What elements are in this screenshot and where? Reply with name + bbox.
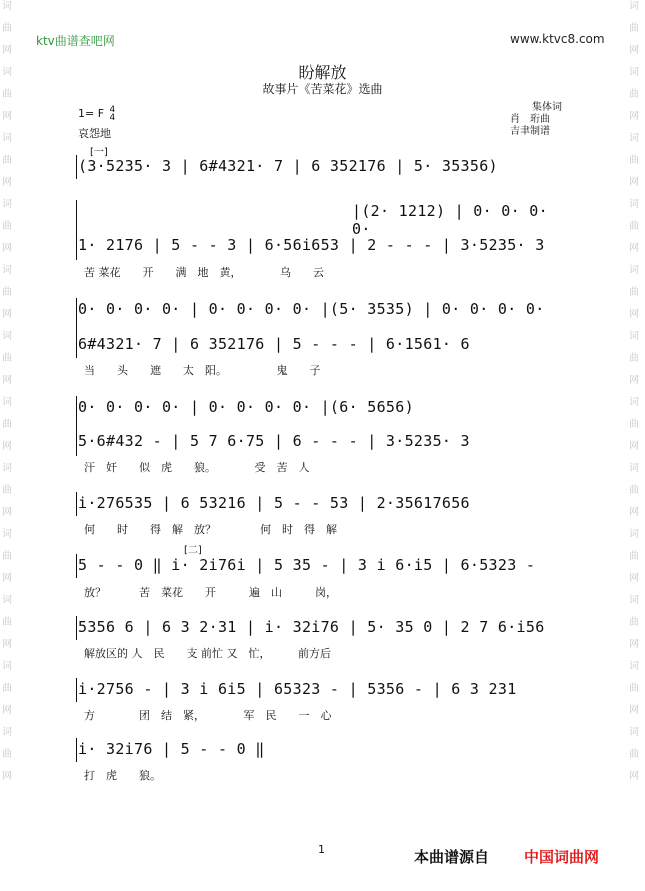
section-marker-two: [二] — [184, 545, 202, 556]
left-edge-watermark: 词 曲 网 词 曲 网 词 曲 网 词 曲 网 词 曲 网 词 曲 网 词 曲 网 词 曲 网 词 曲 网 词 曲 网 词 曲 网 词 曲 网 — [2, 1, 12, 782]
right-edge-watermark: 词 曲 网 词 曲 网 词 曲 网 词 曲 网 词 曲 网 词 曲 网 词 曲 网 词 曲 网 词 曲 网 词 曲 网 词 曲 网 词 曲 网 — [629, 1, 639, 782]
lyric-line: 放？ 苦 菜花 开 遍 山 岗， — [84, 586, 337, 599]
meter-top: 4 — [109, 105, 116, 115]
tempo-mood: 哀怨地 — [78, 127, 111, 140]
system-barline — [76, 396, 77, 456]
lyric-line: 当 头 遮 太 阳。 鬼 子 — [84, 364, 321, 377]
system-barline — [76, 554, 77, 578]
score-row: 1· 2176 | 5 - - 3 | 6·56i653 | 2 - - - | 3·5235· 3 — [78, 236, 545, 254]
score-row: 5 - - 0 ‖ i· 2i76i | 5 35 - | 3 i 6·i5 | 6·5323 - — [78, 556, 536, 574]
meter-bottom: 4 — [109, 113, 116, 123]
credits — [510, 102, 562, 138]
system-barline — [76, 200, 77, 260]
score-row: 5356 6 | 6 3 2·31 | i· 32i76 | 5· 35 0 | 2 7 6·i56 — [78, 618, 545, 636]
source-label: 本曲谱源自 — [414, 848, 490, 866]
site-name-left[interactable]: ktv曲谱查吧网 — [36, 34, 115, 48]
score-row: 0· 0· 0· 0· | 0· 0· 0· 0· |(6· 5656) — [78, 398, 414, 416]
lyric-line: 苦 菜花 开 满 地 黄， 乌 云 — [84, 266, 324, 279]
key-signature — [78, 106, 115, 122]
score-row: i·276535 | 6 53216 | 5 - - 53 | 2·35617656 — [78, 494, 470, 512]
score-row: (3·5235· 3 | 6#4321· 7 | 6 352176 | 5· 35356) — [78, 157, 498, 175]
score-row: 6#4321· 7 | 6 352176 | 5 - - - | 6·1561· 6 — [78, 335, 470, 353]
lyric-line: 何 时 得 解 放？ 何 时 得 解 — [84, 523, 337, 536]
site-url-right[interactable]: www.ktvc8.com — [510, 32, 605, 46]
lyric-line: 打 虎 狼。 — [84, 769, 161, 782]
song-title: 盼解放 — [298, 63, 347, 82]
system-barline — [76, 678, 77, 702]
score-row: i·2756 - | 3 i 6i5 | 65323 - | 5356 - | 6 3 231 — [78, 680, 517, 698]
system-barline — [76, 616, 77, 640]
score-row: 0· 0· 0· 0· | 0· 0· 0· 0· |(5· 3535) | 0· 0· 0· 0· — [78, 300, 545, 318]
score-row: 5·6#432 - | 5 7 6·75 | 6 - - - | 3·5235· 3 — [78, 432, 470, 450]
section-marker-one: [一] — [90, 147, 108, 158]
credit-lyrics: 集体词 — [532, 102, 562, 113]
page-number: 1 — [318, 843, 325, 856]
credit-engraver: 吉聿制谱 — [510, 126, 550, 137]
lyric-line: 汗 奸 似 虎 狼。 受 苦 人 — [84, 461, 310, 474]
lyric-line: 方 团 结 紧， 军 民 一 心 — [84, 709, 332, 722]
system-barline — [76, 155, 77, 179]
source-site[interactable]: 中国词曲网 — [524, 848, 600, 866]
system-barline — [76, 738, 77, 762]
score-row: i· 32i76 | 5 - - 0 ‖ — [78, 740, 265, 758]
system-barline — [76, 298, 77, 358]
lyric-line: 解放区的 人 民 支 前忙 又 忙， 前方后 — [84, 647, 331, 660]
system-barline — [76, 492, 77, 516]
credit-music: 肖 珩曲 — [510, 114, 550, 125]
time-signature — [110, 106, 116, 122]
song-subtitle: 故事片《苦菜花》选曲 — [262, 82, 383, 96]
key-label: 1= F — [78, 107, 105, 120]
score-row: |(2· 1212) | 0· 0· 0· 0· — [352, 202, 548, 238]
